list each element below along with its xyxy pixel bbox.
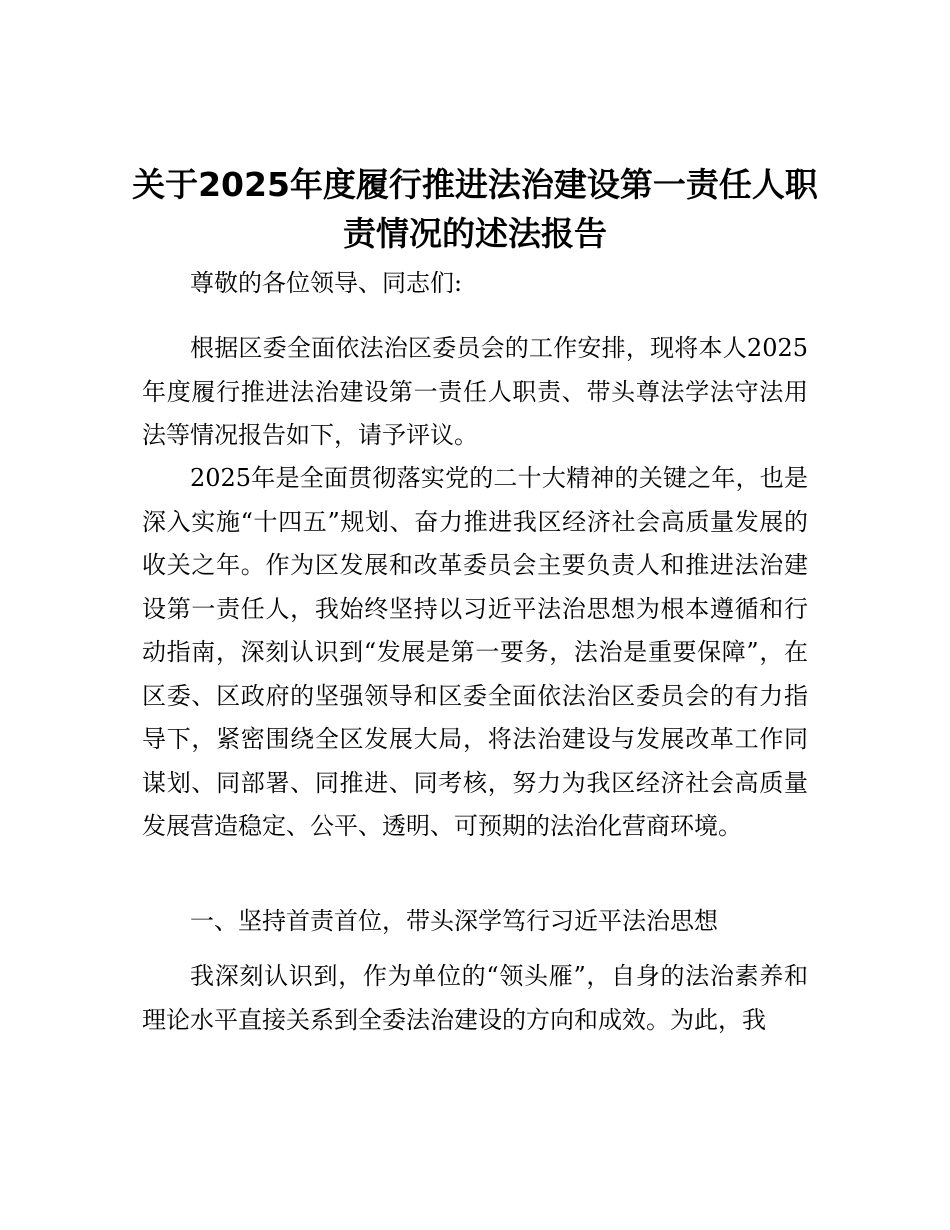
paragraph-intro: 根据区委全面依法治区委员会的工作安排，现将本人2025年度履行推进法治建设第一责任人职责、带头尊法学法守法用法等情况报告如下，请予评议。 [142,334,808,449]
salutation: 尊敬的各位领导、同志们: [190,269,463,297]
document-title: 关于2025年度履行推进法治建设第一责任人职责情况的述法报告 [132,165,818,253]
paragraph-background: 2025年是全面贯彻落实党的二十大精神的关键之年，也是深入实施“十四五”规划、奋力推进我区经济社会高质量发展的收关之年。作为区发展和改革委员会主要负责人和推进法治建设第一责任人，我始终坚持以习近平法治思想为根本遵循和行动指南，深刻认识到“发展是第一要务，法治是重要保障”，在区委、区政府的坚强领导和区委全面依法治区委员会的有力指导下，紧密围绕全区发展大局，将法治建设与发展改革工作同谋划、同部署、同推进、同考核，努力为我区经济社会高质量发展营造稳定、公平、透明、可预期的法治化营商环境。 [142,464,808,840]
section-heading: 一、坚持首责首位，带头深学笃行习近平法治思想 [190,907,718,935]
section-paragraph: 我深刻认识到，作为单位的“领头雁”，自身的法治素养和理论水平直接关系到全委法治建设的方向和成效。为此，我 [142,962,808,1034]
